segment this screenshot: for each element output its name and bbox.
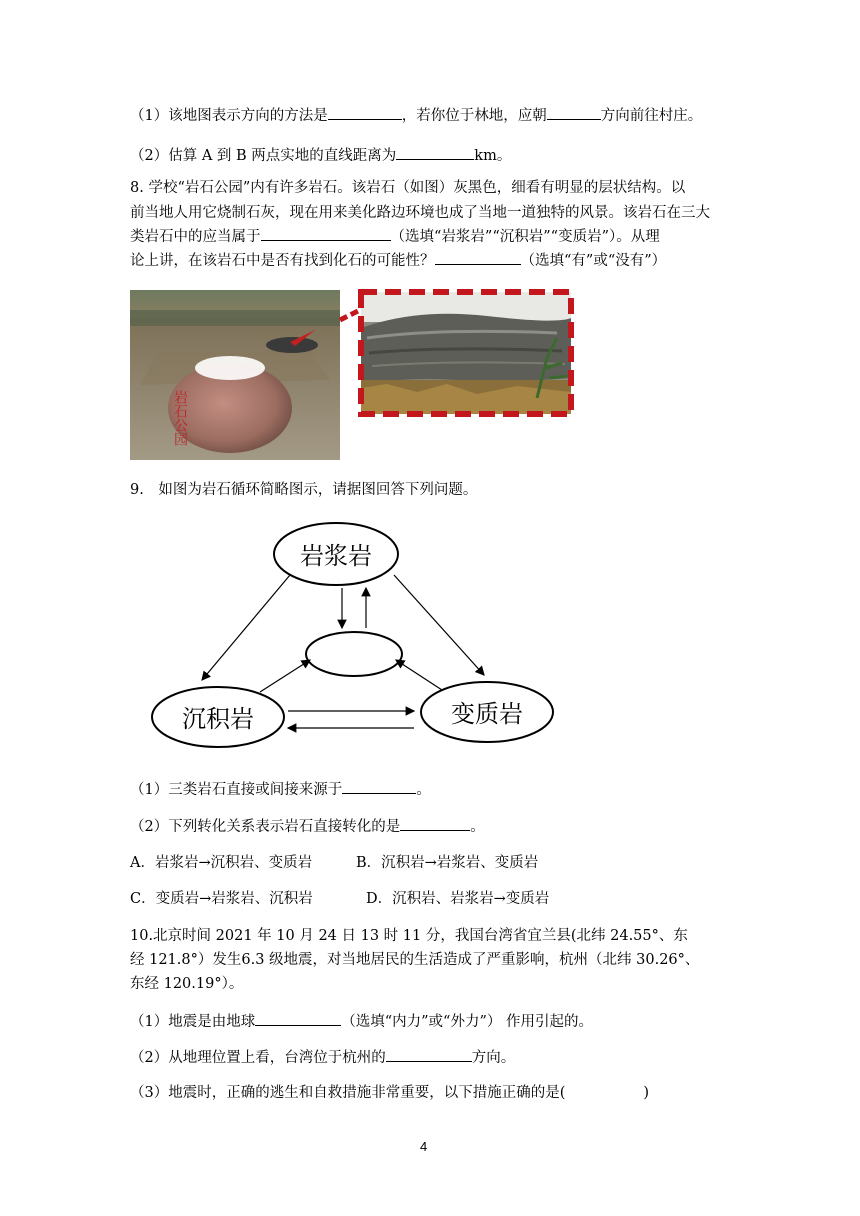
q8-line2: 前当地人用它烧制石灰，现在用来美化路边环境也成了当地一道独特的风景。该岩石在三大 [130, 205, 710, 221]
answer-blank[interactable] [261, 226, 391, 241]
q9-option-a[interactable]: A．岩浆岩→沉积岩、变质岩 [130, 855, 313, 871]
rock-photo-closeup [357, 288, 575, 418]
rock-inscription: 岩石公园 [172, 390, 188, 446]
node-igneous-label: 岩浆岩 [300, 542, 372, 570]
answer-blank[interactable] [342, 779, 416, 794]
q7-sub1: （1）该地图表示方向的方法是 ，若你位于林地，应朝 方向前往村庄。 [130, 105, 702, 126]
q9-title: 9. 如图为岩石循环简略图示，请据图回答下列问题。 [130, 482, 478, 498]
q8-line1: 8. 学校“岩石公园”内有许多岩石。该岩石（如图）灰黑色，细看有明显的层状结构。以 [130, 180, 686, 196]
arrow-sedimentary-to-center [260, 660, 310, 692]
answer-blank[interactable] [396, 145, 474, 160]
rock-photo-wide [130, 290, 340, 460]
q9-sub1: （1）三类岩石直接或间接来源于 。 [130, 779, 431, 800]
q10-line2: 经 121.8°）发生6.3 级地震，对当地居民的生活造成了严重影响，杭州（北纬 30.26°、 [130, 952, 700, 968]
q10-sub2: （2）从地理位置上看，台湾位于杭州的 方向。 [130, 1047, 515, 1068]
arrow-metamorphic-to-center [396, 660, 442, 690]
q10-line1: 10.北京时间 2021 年 10 月 24 日 13 时 11 分，我国台湾省宜兰县(北纬 24.55°、东 [130, 928, 688, 944]
node-center [306, 632, 402, 676]
q9-option-b[interactable]: B．沉积岩→岩浆岩、变质岩 [356, 855, 539, 871]
answer-blank[interactable] [255, 1011, 341, 1026]
q10-sub3: （3）地震时，正确的逃生和自救措施非常重要，以下措施正确的是( ) [130, 1085, 650, 1101]
rock-cycle-diagram [150, 520, 570, 760]
answer-blank[interactable] [547, 105, 601, 120]
q10-line3: 东经 120.19°）。 [130, 976, 244, 992]
node-sedimentary-label: 沉积岩 [182, 705, 254, 733]
q9-option-c[interactable]: C．变质岩→岩浆岩、沉积岩 [130, 891, 313, 907]
answer-blank[interactable] [435, 250, 521, 265]
answer-blank[interactable] [328, 105, 402, 120]
page-number: 4 [420, 1139, 428, 1154]
q8-line4: 论上讲，在该岩石中是否有找到化石的可能性？ （选填“有”或“没有”） [130, 250, 666, 271]
q9-option-d[interactable]: D．沉积岩、岩浆岩→变质岩 [366, 891, 550, 907]
q8-line3: 类岩石中的应当属于 （选填“岩浆岩”“沉积岩”“变质岩”）。从理 [130, 226, 660, 247]
q7-sub2: （2）估算 A 到 B 两点实地的直线距离为 km。 [130, 145, 511, 166]
arrow-igneous-to-metamorphic [394, 575, 484, 675]
q10-sub1: （1）地震是由地球 （选填“内力”或“外力”） 作用引起的。 [130, 1011, 593, 1032]
arrow-igneous-to-sedimentary [202, 575, 290, 680]
node-metamorphic-label: 变质岩 [451, 700, 523, 728]
q9-sub2: （2）下列转化关系表示岩石直接转化的是 。 [130, 816, 485, 837]
connector-dash [338, 306, 362, 326]
answer-blank[interactable] [386, 1047, 472, 1062]
answer-blank[interactable] [400, 816, 470, 831]
